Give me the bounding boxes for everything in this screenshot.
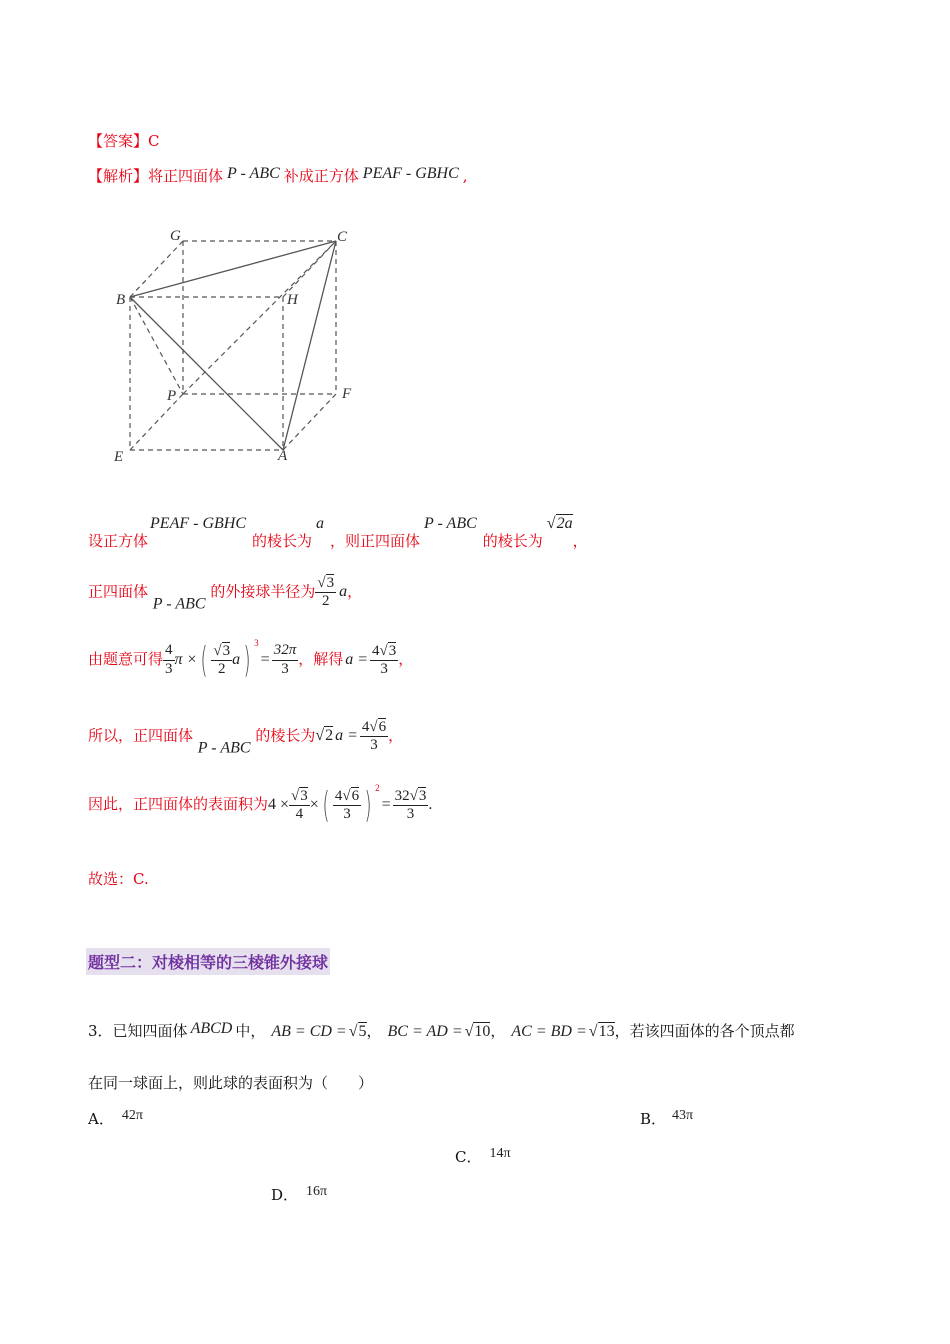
label-G: G (170, 228, 181, 244)
tetra-expr: P - ABC (197, 739, 251, 757)
frac-num: 3 (326, 575, 335, 591)
option-label: D． (271, 1186, 299, 1204)
text: 的棱长为 (252, 532, 313, 550)
label-H: H (287, 292, 298, 308)
label-B: B (116, 292, 126, 308)
text: ， (572, 532, 588, 550)
solution-line-1: 设正方体PEAF - GBHC的棱长为a，则正四面体P - ABC的棱长为√2a， (88, 515, 588, 550)
tetra-expr: P - ABC (227, 165, 280, 182)
var-a: a (339, 583, 348, 601)
text: ， (347, 582, 363, 601)
frac-den: 2 (321, 593, 330, 610)
text: 设正方体 (88, 532, 149, 550)
edge-expr: 2a (556, 515, 573, 532)
text: 所以，正四面体 (88, 726, 194, 745)
coef: 4 × (268, 796, 290, 813)
solution-line-2 (88, 574, 362, 613)
text: ，解得 (298, 650, 344, 668)
text: ， (388, 726, 404, 745)
edge-fraction: $\frac{4√6}{3}$ (334, 787, 360, 822)
equals: = (260, 651, 270, 668)
solution-line-5: 因此，正四面体的表面积为4 × $\frac{√3}{4}$ ×( $\frac{4√6}{3}$ ) $^2$= $\frac{32√3}{3}$ . (88, 783, 433, 826)
tetra-expr: P - ABC (152, 595, 206, 613)
label-E: E (114, 449, 124, 465)
option-a[interactable] (88, 1108, 143, 1129)
analysis-text: 将正四面体 (148, 167, 224, 185)
frac-num: 4 (361, 719, 370, 735)
exponent: 3 (254, 638, 259, 648)
cube-dashed-edges (130, 241, 336, 450)
frac-num: 32π (272, 642, 299, 660)
option-value: 42π (121, 1108, 143, 1123)
text: 因此，正四面体的表面积为 (88, 795, 269, 813)
label-F: F (342, 386, 352, 402)
frac-num: 3 (222, 642, 231, 659)
text: 正四面体 (88, 582, 149, 601)
solution-line-6: 故选：C. (88, 870, 149, 888)
text: 已知四面体 (112, 1022, 188, 1040)
text: . (428, 796, 433, 813)
frac-den: 3 (406, 806, 415, 822)
text: 的外接球半径为 (210, 582, 316, 601)
question-number: 3． (88, 1022, 113, 1040)
cube-expr: PEAF - GBHC (150, 515, 246, 532)
option-d[interactable] (271, 1184, 327, 1205)
text: 的棱长为 (255, 726, 316, 745)
solution-fraction: $\frac{4√3}{3}$ (372, 642, 397, 677)
volume-fraction (272, 642, 299, 678)
label-P: P (167, 388, 177, 404)
tetra-expr: P - ABC (424, 515, 477, 532)
condition-1: AB = CD = (271, 1023, 347, 1040)
frac-num: 4 (334, 787, 343, 804)
label-A: A (278, 448, 288, 464)
coef-fraction (163, 642, 175, 678)
frac-rad: 6 (378, 719, 387, 735)
frac-num: 32 (394, 787, 410, 804)
text: 的棱长为 (482, 532, 543, 550)
tetra-name: ABCD (190, 1020, 233, 1037)
analysis-text: 补成正方体 (283, 167, 359, 185)
solution-line-4: 所以，正四面体 P - ABC 的棱长为√2 a = $\frac{4√6}{3}$ ， (88, 719, 404, 757)
section-heading: 题型二：对棱相等的三棱锥外接球 (86, 948, 330, 975)
frac-den: 3 (281, 660, 289, 677)
edge-fraction: $\frac{4√6}{3}$ (361, 719, 387, 754)
var-a: a (232, 651, 241, 668)
condition-3: AC = BD = (511, 1023, 587, 1040)
radius-fraction: $\frac{√3}{2}$ (317, 575, 335, 610)
option-c[interactable] (455, 1146, 511, 1167)
option-value: 14π (489, 1146, 511, 1161)
analysis-line (88, 165, 468, 186)
var-a: a (316, 515, 325, 532)
frac-rad: 3 (388, 642, 397, 659)
label-C: C (337, 229, 348, 245)
option-label: C． (455, 1148, 482, 1166)
var-a: a = (345, 651, 369, 668)
option-label: A． (88, 1110, 114, 1128)
frac-rad: 3 (418, 787, 427, 804)
var-a: a = (335, 727, 358, 745)
result-fraction: $\frac{32√3}{3}$ (394, 787, 427, 822)
pi-times: π × (174, 651, 198, 668)
option-b[interactable] (640, 1108, 693, 1129)
frac-num: 4 (163, 642, 175, 660)
frac-den: 3 (370, 737, 378, 754)
option-value: 43π (672, 1108, 694, 1123)
radicand: 2 (325, 727, 334, 745)
answer-value: C (148, 132, 160, 150)
text: 中， (235, 1022, 266, 1040)
answer-line (88, 130, 160, 151)
area-fraction: $\frac{√3}{4}$ (291, 787, 308, 822)
analysis-label: 【解析】 (88, 167, 149, 185)
radius-fraction: $\frac{√3}{2}$ (213, 642, 231, 677)
frac-rad: 6 (351, 787, 360, 804)
radicand-3: 13 (598, 1023, 615, 1040)
answer-label: 【答案】 (88, 132, 149, 150)
frac-den: 3 (165, 660, 173, 677)
question-line-2: 在同一球面上，则此球的表面积为（ ） (88, 1074, 374, 1092)
option-value: 16π (306, 1184, 328, 1199)
question-line-1: 3．已知四面体 ABCD 中， AB = CD = √5， BC = AD = √10， AC = BD = √13，若该四面体的各个顶点都 (88, 1020, 795, 1040)
radicand-2: 10 (474, 1023, 491, 1040)
condition-2: BC = AD = (387, 1023, 463, 1040)
text: ，若该四面体的各个顶点都 (614, 1022, 795, 1040)
frac-den: 2 (217, 661, 226, 677)
cube-figure (100, 220, 370, 470)
frac-num: 4 (372, 642, 380, 659)
solution-line-3: 由题意可得 $\frac{4}{3}$ π ×( $\frac{√3}{2}$ a) $^3$= $\frac{32\pi}{3}$ ，解得 a = $\frac{4√3}{3}$ ， (88, 638, 414, 681)
radicand-1: 5 (358, 1023, 367, 1040)
text: ， (398, 650, 414, 668)
cube-expr: PEAF - GBHC (362, 165, 459, 182)
times: × (309, 796, 319, 813)
option-label: B． (640, 1110, 667, 1128)
analysis-text: , (462, 167, 468, 185)
frac-den: 3 (380, 661, 388, 677)
text: 由题意可得 (88, 650, 164, 668)
frac-den: 3 (343, 806, 351, 822)
equals: = (381, 796, 391, 813)
frac-rad: 3 (300, 787, 308, 804)
exponent: 2 (375, 783, 380, 793)
text: ，则正四面体 (330, 532, 421, 550)
frac-den: 4 (295, 806, 304, 822)
